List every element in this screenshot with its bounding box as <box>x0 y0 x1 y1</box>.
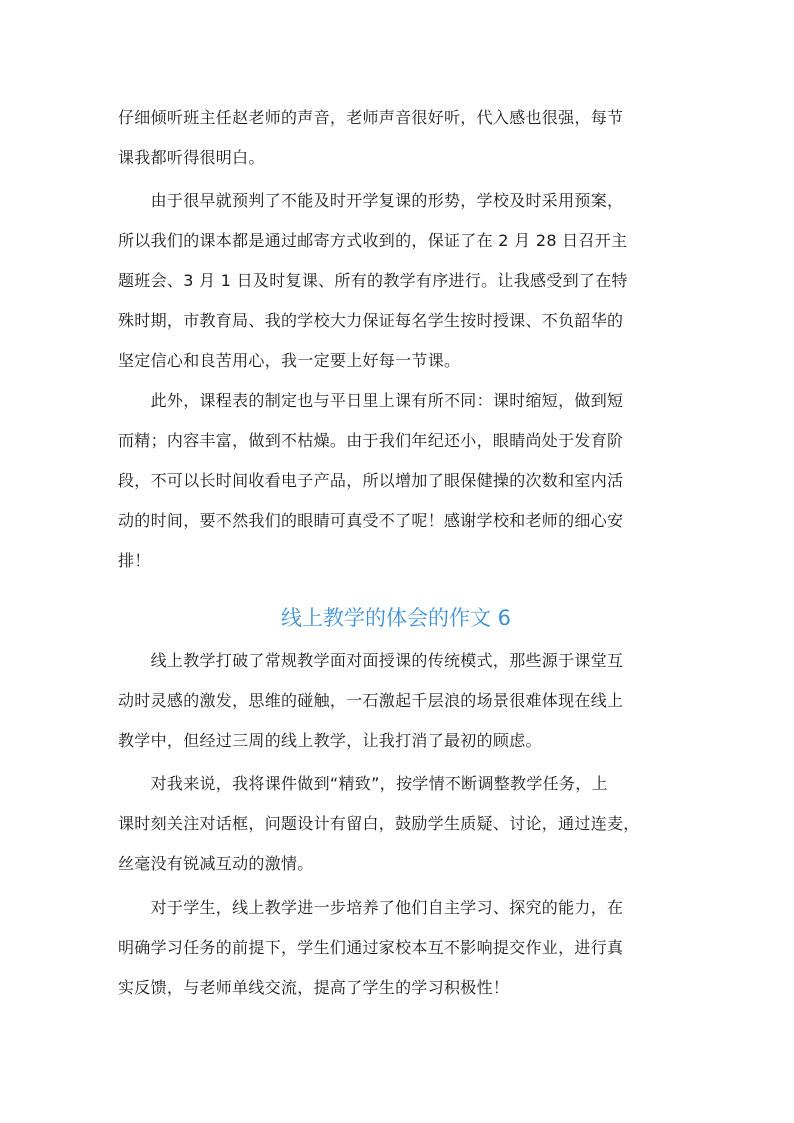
paragraph-schedule: 此外，课程表的制定也与平日里上课有所不同：课时缩短，做到短 而精；内容丰富，做到不枯燥。由于我们年纪还小，眼睛尚处于发育阶 段，不可以长时间收看电子产品，所以增加了眼保健操的次数和室内活 动的时间，要不然我们的眼睛可真受不了呢！感谢学校和老师的细心安 排！ <box>118 391 624 570</box>
paragraph-continued: 仔细倾听班主任赵老师的声音，老师声音很好听，代入感也很强，每节 课我都听得很明白。 <box>118 108 624 167</box>
section-heading: 线上教学的体会的作文 6 <box>280 606 512 630</box>
paragraph-teacher-view: 对我来说，我将课件做到“精致”，按学情不断调整教学任务，上 课时刻关注对话框，问题设计有留白，鼓励学生质疑、讨论，通过连麦， 丝毫没有锐减互动的激情。 <box>118 774 640 873</box>
paragraph-textbooks-mailed: 由于很早就预判了不能及时开学复课的形势，学校及时采用预案， 所以我们的课本都是通过邮寄方式收到的，保证了在 2 月 28 日召开主 题班会、3 月 1 日及时复课、所有的教学有序进行。让我感受到了在特 殊时期，市教育局、我的学校大力保证每名学生按时授课、不负韶华的 坚定信心和良苦用心，我一定要上好每一节课。 <box>118 191 628 370</box>
paragraph-online-teaching: 线上教学打破了常规教学面对面授课的传统模式，那些源于课堂互 动时灵感的激发，思维的碰触，一石激起千层浪的场景很难体现在线上 教学中，但经过三周的线上教学，让我打消了最初的顾虑。 <box>118 651 624 750</box>
paragraph-student-view: 对于学生，线上教学进一步培养了他们自主学习、探究的能力，在 明确学习任务的前提下，学生们通过家校本互不影响提交作业，进行真 实反馈，与老师单线交流，提高了学生的学习积极性！ <box>118 898 624 997</box>
